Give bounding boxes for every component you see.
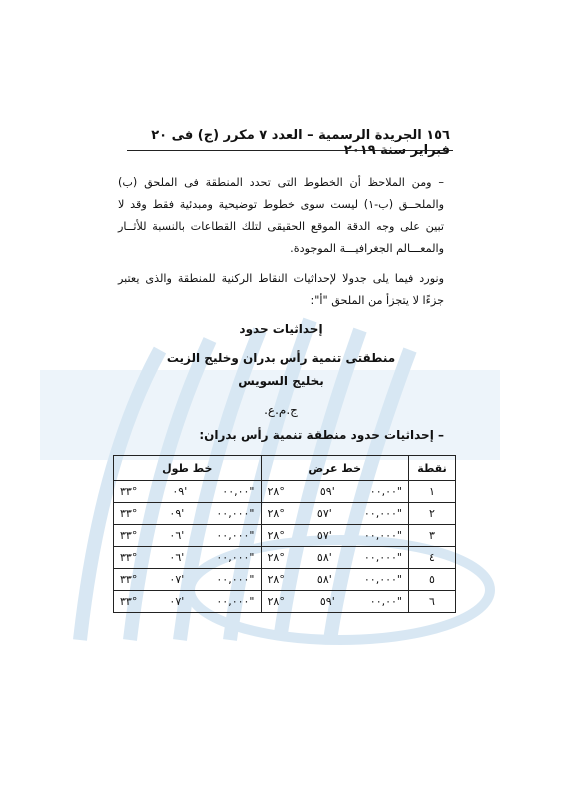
coordinate-parts	[120, 551, 255, 564]
seconds-value: ٠٠,٠٠٠"	[363, 529, 402, 542]
seconds-value: ٠٠,٠٠٠"	[216, 529, 255, 542]
cell-point: ١	[409, 481, 456, 503]
minutes-value: ٥٧'	[316, 529, 332, 542]
cell-longitude	[114, 503, 262, 525]
seconds-value: ٠٠,٠٠٠"	[363, 507, 402, 520]
coordinate-parts	[268, 485, 403, 498]
cell-longitude	[114, 525, 262, 547]
degrees-value: ٢٨°	[267, 595, 285, 608]
cell-point: ٢	[409, 503, 456, 525]
seconds-value: ٠٠,٠٠"	[222, 485, 255, 498]
section-title: إحداثيات حدود	[239, 322, 323, 336]
degrees-value: ٣٣°	[120, 507, 138, 520]
coordinate-parts	[268, 551, 403, 564]
table-row	[114, 569, 456, 591]
seconds-value: ٠٠,٠٠٠"	[216, 507, 255, 520]
cell-point: ٤	[409, 547, 456, 569]
table-caption: – إحداثيات حدود منطقة تنمية رأس بدران:	[199, 428, 444, 442]
cell-longitude	[114, 569, 262, 591]
minutes-value: ٠٦'	[169, 529, 185, 542]
seconds-value: ٠٠,٠٠٠"	[216, 551, 255, 564]
degrees-value: ٣٣°	[120, 595, 138, 608]
header-divider	[127, 150, 453, 151]
cell-latitude	[261, 481, 409, 503]
minutes-value: ٥٨'	[316, 551, 332, 564]
cell-latitude	[261, 569, 409, 591]
coordinate-parts	[268, 573, 403, 586]
minutes-value: ٥٧'	[316, 507, 332, 520]
coordinate-parts	[120, 485, 255, 498]
minutes-value: ٠٦'	[169, 551, 185, 564]
section-subtitle: منطقتى تنمية رأس بدران وخليج الزيت	[166, 351, 396, 365]
degrees-value: ٣٣°	[120, 573, 138, 586]
degrees-value: ٢٨°	[267, 573, 285, 586]
coordinate-parts	[120, 507, 255, 520]
degrees-value: ٣٣°	[120, 551, 138, 564]
coordinate-parts	[120, 573, 255, 586]
cell-point: ٦	[409, 591, 456, 613]
coordinate-parts	[120, 595, 255, 608]
section-location: بخليج السويس	[238, 374, 324, 388]
minutes-value: ٥٩'	[319, 485, 335, 498]
minutes-value: ٠٧'	[169, 573, 185, 586]
cell-longitude	[114, 547, 262, 569]
table-row	[114, 525, 456, 547]
table-row	[114, 503, 456, 525]
table-row	[114, 547, 456, 569]
page-header: ١٥٦ الجريدة الرسمية – العدد ٧ مكرر (ج) فى ٢٠ فبراير سنة ٢٠١٩	[151, 128, 450, 158]
degrees-value: ٢٨°	[267, 529, 285, 542]
table-header-row	[114, 456, 456, 481]
header-longitude: خط طول	[114, 456, 262, 481]
coordinate-parts	[120, 529, 255, 542]
minutes-value: ٠٧'	[169, 595, 185, 608]
minutes-value: ٥٨'	[316, 573, 332, 586]
coordinates-table	[113, 455, 456, 613]
cell-longitude	[114, 591, 262, 613]
minutes-value: ٥٩'	[319, 595, 335, 608]
cell-point: ٣	[409, 525, 456, 547]
cell-longitude	[114, 481, 262, 503]
header-latitude: خط عرض	[261, 456, 409, 481]
degrees-value: ٣٣°	[120, 529, 138, 542]
seconds-value: ٠٠,٠٠"	[369, 595, 402, 608]
seconds-value: ٠٠,٠٠٠"	[363, 573, 402, 586]
coordinate-parts	[268, 595, 403, 608]
table-row	[114, 481, 456, 503]
seconds-value: ٠٠,٠٠٠"	[363, 551, 402, 564]
seconds-value: ٠٠,٠٠٠"	[216, 595, 255, 608]
coordinate-parts	[268, 529, 403, 542]
seconds-value: ٠٠,٠٠"	[369, 485, 402, 498]
table-body	[114, 481, 456, 613]
section-country: ج.م.ع.	[264, 403, 298, 417]
table-row	[114, 591, 456, 613]
cell-latitude	[261, 591, 409, 613]
minutes-value: ٠٩'	[172, 485, 188, 498]
cell-point: ٥	[409, 569, 456, 591]
degrees-value: ٣٣°	[120, 485, 138, 498]
cell-latitude	[261, 525, 409, 547]
degrees-value: ٢٨°	[267, 507, 285, 520]
cell-latitude	[261, 547, 409, 569]
seconds-value: ٠٠,٠٠٠"	[216, 573, 255, 586]
degrees-value: ٢٨°	[267, 551, 285, 564]
minutes-value: ٠٩'	[169, 507, 185, 520]
cell-latitude	[261, 503, 409, 525]
degrees-value: ٢٨°	[267, 485, 285, 498]
paragraph-note: – ومن الملاحظ أن الخطوط التى تحدد المنطقة فى الملحق (ب) والملحــق (ب-١) ليست سوى خطوط توضيحية ومبدئية فقط وقد لا تبين على وجه الدقة الموقع الحقيقى لتلك القطاعات بالنسبة للأثــار والمعـــالم الجغرافيـــة الموجودة.	[118, 176, 444, 255]
header-point: نقطة	[409, 456, 456, 481]
paragraph-intro: ونورد فيما يلى جدولا لإحداثيات النقاط الركنية للمنطقة والذى يعتبر جزءًا لا يتجزأ من الملحق "أ":	[118, 272, 444, 307]
coordinate-parts	[268, 507, 403, 520]
